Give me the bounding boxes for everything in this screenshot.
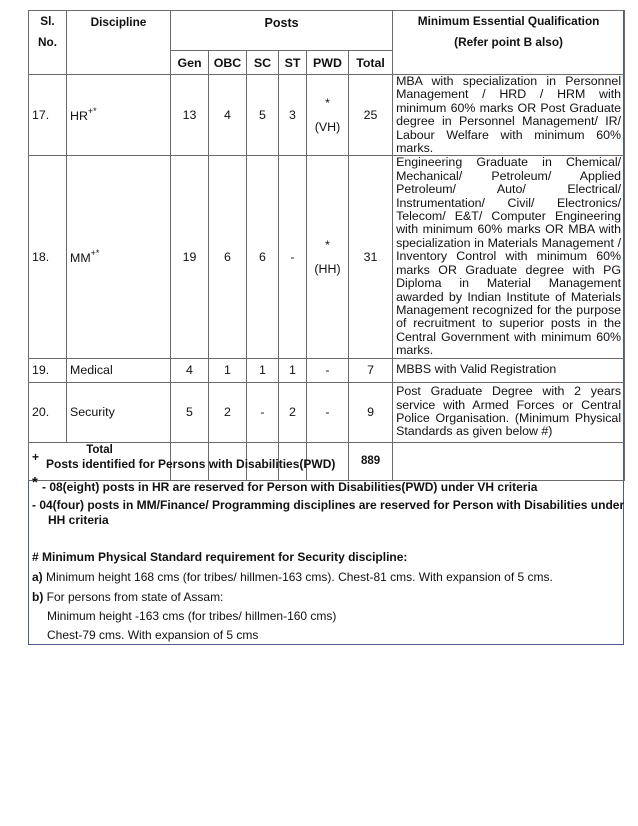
discipline-cell: HR+* [67,75,171,156]
posts-header: Posts [171,11,393,51]
total-cell: 7 [349,358,393,382]
st-cell: 1 [279,358,307,382]
obc-cell: 1 [209,358,247,382]
standard-a: a) Minimum height 168 cms (for tribes/ hillmen-163 cms). Chest-81 cms. With expansion of 5 cms. [32,570,553,584]
gen-header: Gen [171,51,209,75]
st-cell: 3 [279,75,307,156]
sl-cell: 19. [29,358,67,382]
total-cell: 9 [349,382,393,442]
obc-cell: 4 [209,75,247,156]
sc-cell: 5 [247,75,279,156]
sl-cell: 20. [29,382,67,442]
standard-b: b) For persons from state of Assam: [32,590,224,604]
sl-cell: 17. [29,75,67,156]
sc-cell: - [247,382,279,442]
pwd-cell: - [307,382,349,442]
total-cell: 25 [349,75,393,156]
table-row-security [29,382,625,442]
obc-cell: 6 [209,156,247,358]
qualification-cell: MBBS with Valid Registration [393,358,625,382]
pwd-mark: +* [87,106,97,117]
table-row-hr [29,75,625,156]
gen-cell: 19 [171,156,209,358]
total-header: Total [349,51,393,75]
plus-symbol: + [32,450,40,464]
st-header: ST [279,51,307,75]
pwd-cell: - [307,358,349,382]
star-note-2: - 04(four) posts in MM/Finance/ Programming disciplines are reserved for Person with Disabilities under [32,498,625,512]
physical-standard-heading: # Minimum Physical Standard requirement for Security discipline: [32,550,408,564]
sc-cell: 1 [247,358,279,382]
sc-cell: 6 [247,156,279,358]
qualification-header: Minimum Essential Qualification (Refer point B also) [393,11,625,75]
pwd-cell: * (VH) [307,75,349,156]
total-label: Total [29,442,171,480]
standard-b-height: Minimum height -163 cms (for tribes/ hillmen-160 cms) [47,609,337,623]
discipline-cell: MM+* [67,156,171,358]
obc-header: OBC [209,51,247,75]
table-row-medical [29,358,625,382]
gen-cell: 4 [171,358,209,382]
discipline-cell: Security [67,382,171,442]
obc-cell: 2 [209,382,247,442]
qualification-cell: MBA with specialization in Personnel Management / HRD / HRM with minimum 60% marks OR Post Graduate degree in Personnel Management/ IR/ Labour Welfare with minimum 60% marks. [393,75,625,156]
qualification-cell: Engineering Graduate in Chemical/ Mechanical/ Petroleum/ Applied Petroleum/ Auto/ Electrical/ Instrumentation/ Civil/ Electronics/ Telecom/ E&T/ Computer Engineering with minimum 60% marks OR MBA with specialization in Materials Management / Inventory Control with minimum 60% marks OR Graduate degree with PG Diploma in Material Management awarded by Indian Institute of Materials Management recognized for the purpose of recruitment to superior posts in the Central Government with minimum 60% marks. [393,156,625,358]
plus-note: Posts identified for Persons with Disabilities(PWD) [46,457,336,471]
grand-total: 889 [349,442,393,480]
discipline-header: Discipline [67,11,171,75]
posts-table [28,10,625,481]
st-cell: - [279,156,307,358]
pwd-cell: * (HH) [307,156,349,358]
star-note-1: - 08(eight) posts in HR are reserved for Person with Disabilities(PWD) under VH criteria [42,480,538,494]
header-row [29,11,625,51]
st-cell: 2 [279,382,307,442]
star-note-2-cont: HH criteria [48,513,109,527]
pwd-header: PWD [307,51,349,75]
qualification-cell: Post Graduate Degree with 2 years service with Armed Forces or Central Police Organisation. (Minimum Physical Standards as given below #) [393,382,625,442]
sc-header: SC [247,51,279,75]
gen-cell: 5 [171,382,209,442]
table-row-mm [29,156,625,358]
standard-b-chest: Chest-79 cms. With expansion of 5 cms [47,628,259,642]
discipline-cell: Medical [67,358,171,382]
pwd-mark: +* [90,247,100,258]
star-symbol: * [32,474,38,491]
sl-cell: 18. [29,156,67,358]
sl-no-header: Sl. No. [29,11,67,75]
gen-cell: 13 [171,75,209,156]
total-cell: 31 [349,156,393,358]
